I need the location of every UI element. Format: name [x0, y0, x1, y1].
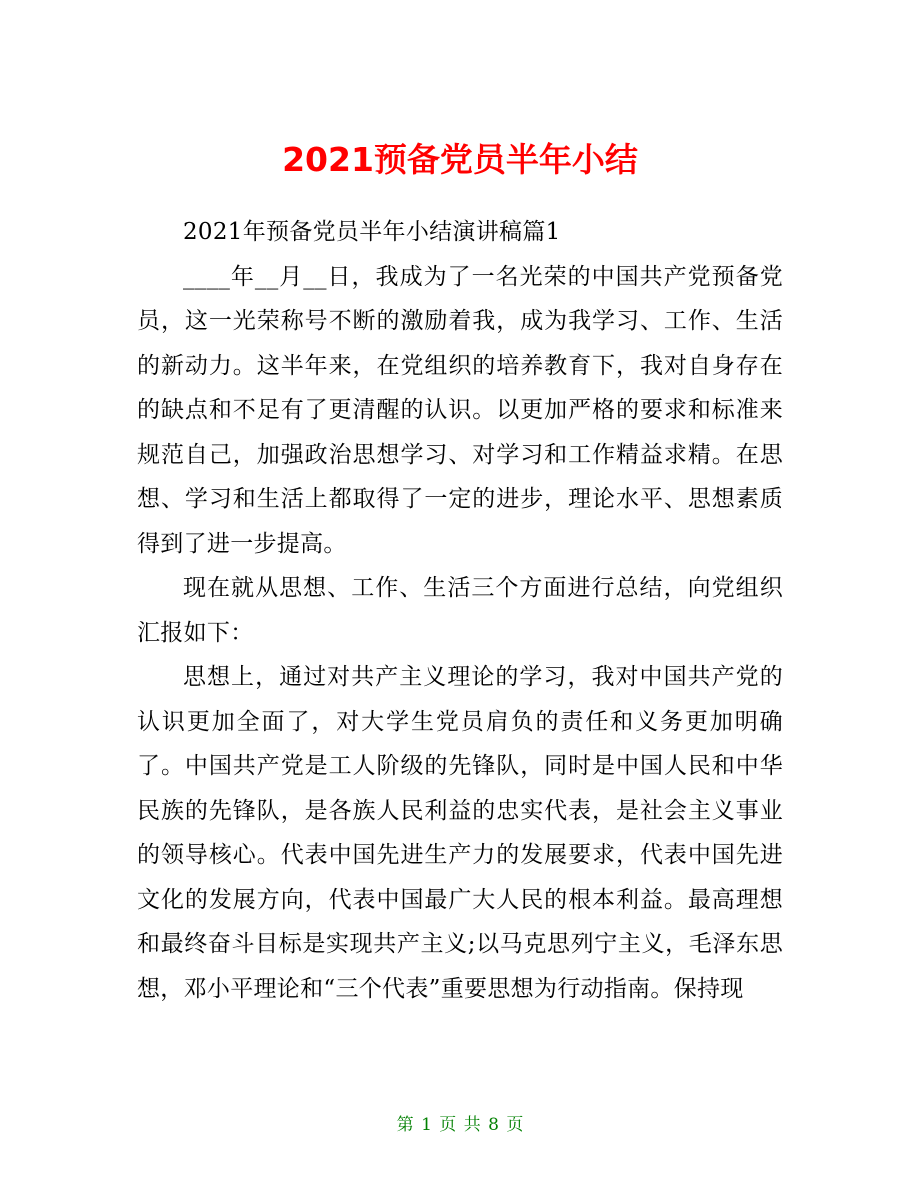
page-title: 2021预备党员半年小结: [282, 140, 638, 180]
page-indicator: 第 1 页 共 8 页: [396, 1115, 524, 1135]
paragraph-intro: ____年__月__日，我成为了一名光荣的中国共产党预备党员，这一光荣称号不断的激励着我，成为我学习、工作、生活的新动力。这半年来，在党组织的培养教育下，我对自身存在的缺点和不足有了更清醒的认识。以更加严格的要求和标准来规范自己，加强政治思想学习、对学习和工作精益求精。在思想、学习和生活上都取得了一定的进步，理论水平、思想素质得到了进一步提高。: [137, 263, 783, 557]
paragraph-summary-lead: 现在就从思想、工作、生活三个方面进行总结，向党组织汇报如下：: [137, 575, 783, 646]
document-body: [137, 210, 783, 1011]
paragraph-thought: 思想上，通过对共产主义理论的学习，我对中国共产党的认识更加全面了，对大学生党员肩负的责任和义务更加明确了。中国共产党是工人阶级的先锋队，同时是中国人民和中华民族的先锋队，是各族人民利益的忠实代表，是社会主义事业的领导核心。代表中国先进生产力的发展要求，代表中国先进文化的发展方向，代表中国最广大人民的根本利益。最高理想和最终奋斗目标是实现共产主义;以马克思列宁主义，毛泽东思想，邓小平理论和“三个代表”重要思想为行动指南。保持现: [137, 664, 783, 1002]
section-subheading: 2021年预备党员半年小结演讲稿篇1: [183, 219, 561, 245]
